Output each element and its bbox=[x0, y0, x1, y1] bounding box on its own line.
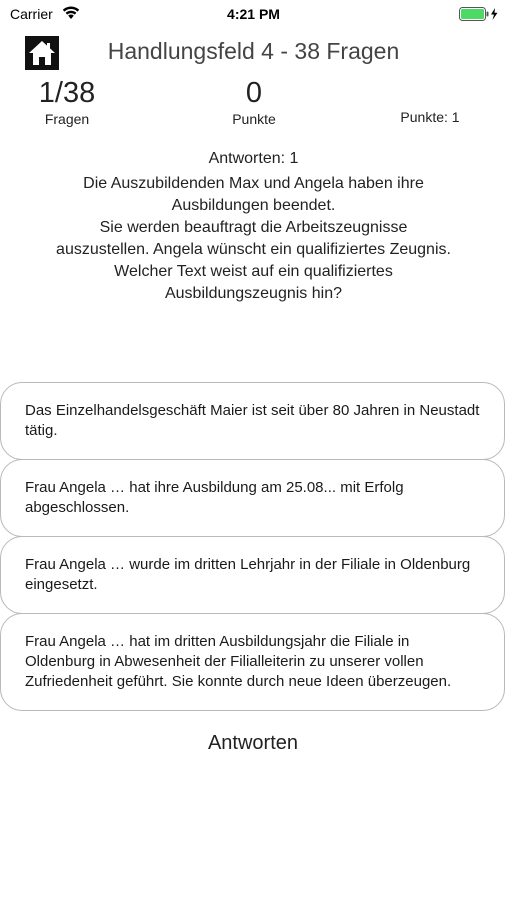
answer-option-2[interactable] bbox=[0, 459, 505, 537]
answer-option-label: Frau Angela … hat ihre Ausbildung am 25.08... mit Erfolg abgeschlossen. bbox=[25, 479, 404, 516]
score-label: Punkte bbox=[232, 111, 276, 127]
battery-charging-icon bbox=[459, 7, 499, 21]
submit-answer-button[interactable]: Antworten bbox=[153, 732, 353, 755]
answer-option-label: Das Einzelhandelsgeschäft Maier ist seit über 80 Jahren in Neustadt tätig. bbox=[25, 402, 480, 439]
answer-option-1[interactable] bbox=[0, 382, 505, 460]
carrier-label: Carrier bbox=[10, 6, 53, 22]
score bbox=[214, 76, 294, 128]
answers-count: Antworten: 1 bbox=[208, 150, 299, 167]
question-progress-label: Fragen bbox=[44, 111, 90, 127]
answer-option-4[interactable] bbox=[0, 613, 505, 711]
points-per-question: Punkte: 1 bbox=[400, 109, 460, 125]
answer-list bbox=[0, 382, 505, 710]
answer-option-label: Frau Angela … wurde im dritten Lehrjahr in der Filiale in Oldenburg eingesetzt. bbox=[25, 556, 471, 593]
answer-option-label: Frau Angela … hat im dritten Ausbildungsjahr die Filiale in Oldenburg in Abwesenheit der Filialleiterin zu unserer vollen Zufriedenheit geführt. Sie konnte durch neue Ideen überzeugen. bbox=[25, 633, 452, 690]
question-progress bbox=[27, 76, 107, 128]
question-text: Die Auszubildenden Max und Angela haben ihre Ausbildungen beendet. Sie werden beauftragt die Arbeitszeugnisse auszustellen. Angela wünscht ein qualifiziertes Zeugnis. Welcher Text weist auf ein qualifiziertes Ausbildungszeugnis hin? bbox=[56, 175, 451, 302]
page-title: Handlungsfeld 4 - 38 Fragen bbox=[107, 38, 400, 64]
home-icon bbox=[25, 36, 59, 70]
score-value: 0 bbox=[245, 77, 263, 109]
status-time: 4:21 PM bbox=[227, 6, 280, 22]
question-progress-value: 1/38 bbox=[38, 77, 96, 109]
status-bar bbox=[0, 0, 507, 28]
home-button[interactable] bbox=[25, 36, 59, 70]
answer-option-3[interactable] bbox=[0, 536, 505, 614]
